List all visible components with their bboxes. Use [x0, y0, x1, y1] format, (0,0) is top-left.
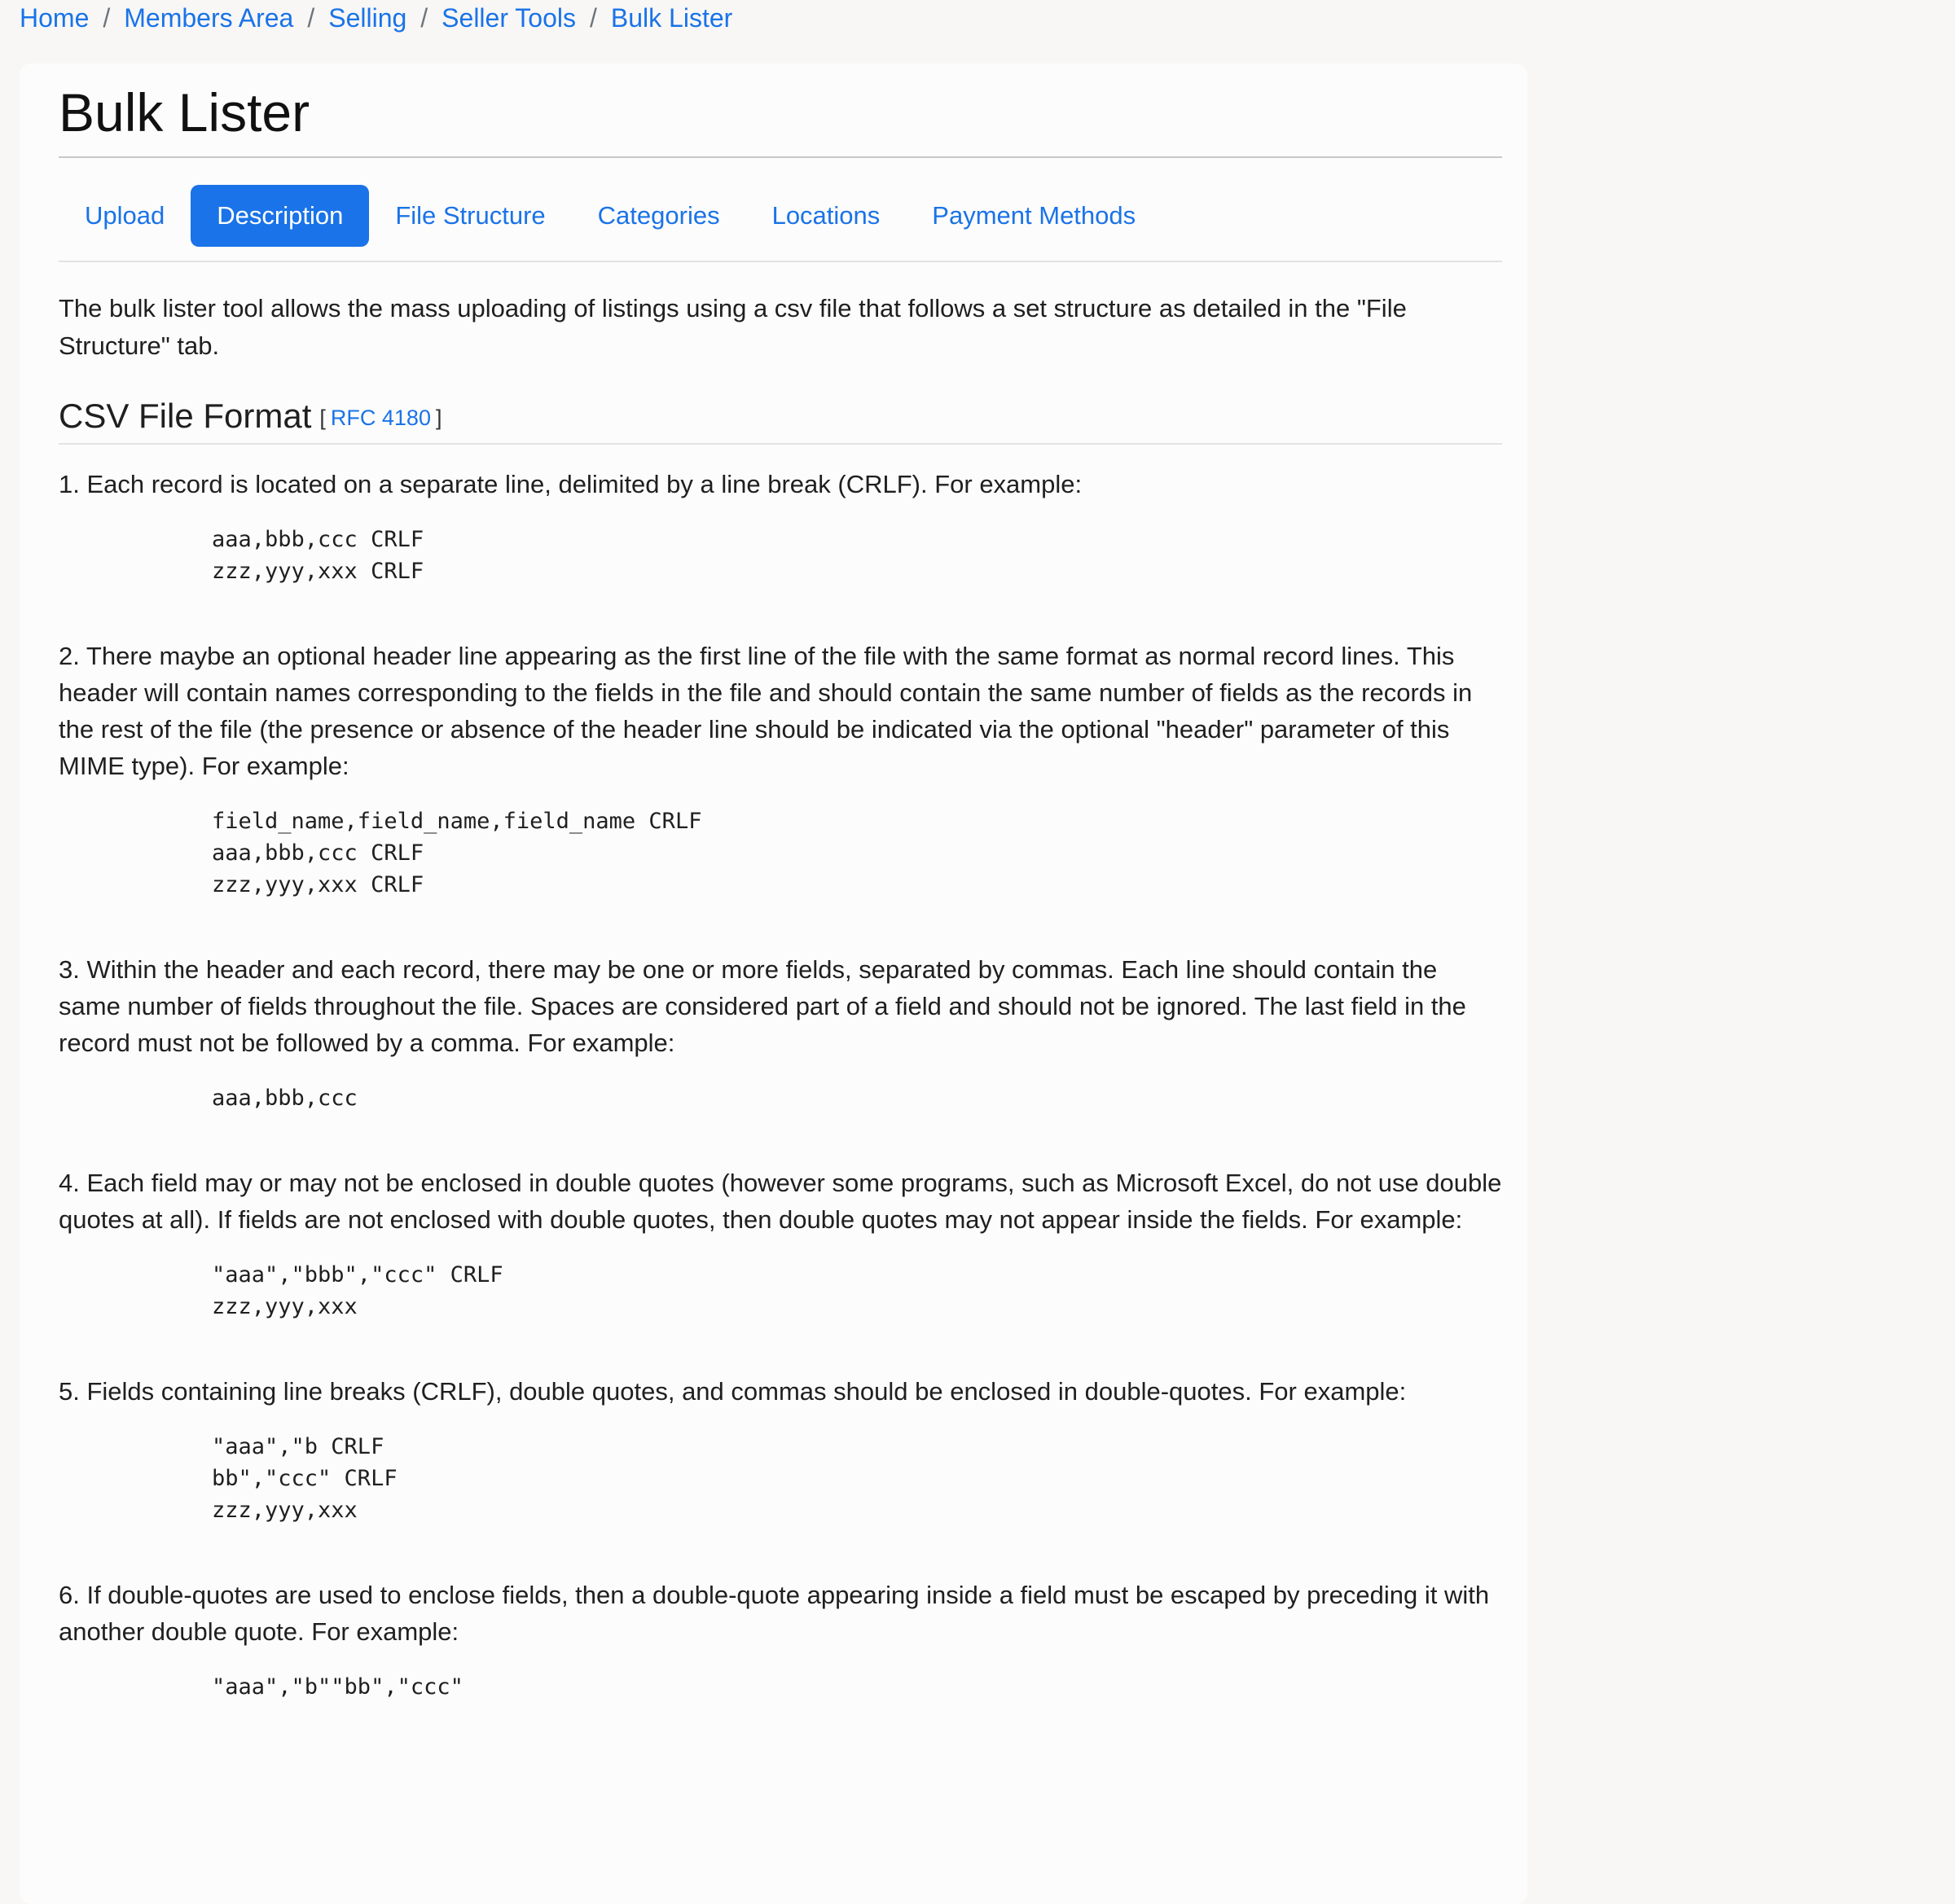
- page-title: Bulk Lister: [59, 64, 1502, 158]
- rule-4-text: 4. Each field may or may not be enclosed in double quotes (however some programs, such as Microsoft Excel, do not use double quotes at all). If fields are not enclosed with double quotes, then double quotes may not appear inside the fields. For example:: [59, 1169, 1502, 1234]
- tab-file-structure[interactable]: File Structure: [395, 201, 546, 230]
- reference-open-bracket: [: [319, 405, 326, 430]
- example-line: bb","ccc" CRLF: [212, 1466, 398, 1491]
- example-line: "aaa","b""bb","ccc": [212, 1674, 463, 1700]
- tab-categories[interactable]: Categories: [597, 201, 720, 230]
- rule-5-text: 5. Fields containing line breaks (CRLF), double quotes, and commas should be enclosed in double-quotes. For example:: [59, 1377, 1407, 1406]
- section-title: CSV File Format: [59, 397, 312, 435]
- example-line: aaa,bbb,ccc CRLF: [212, 527, 424, 552]
- tab-bar: [59, 184, 1502, 262]
- breadcrumb-seller-tools-link[interactable]: Seller Tools: [442, 3, 576, 33]
- rule-2-example: [212, 805, 1502, 901]
- example-line: aaa,bbb,ccc CRLF: [212, 840, 424, 866]
- breadcrumb-separator: /: [590, 3, 597, 33]
- section-heading: [59, 389, 1502, 445]
- tab-locations[interactable]: Locations: [771, 201, 881, 230]
- rule-3-example: [212, 1082, 1502, 1114]
- breadcrumb-separator: /: [103, 3, 111, 33]
- breadcrumb-separator: /: [420, 3, 428, 33]
- rfc-4180-link[interactable]: RFC 4180: [330, 405, 431, 430]
- rule-2-text: 2. There maybe an optional header line appearing as the first line of the file with the same format as normal record lines. This header will contain names corresponding to the fields in the file and should contain the same number of fields as the records in the rest of the file (the presence or absence of the header line should be indicated via the optional "header" parameter of this MIME type). For example:: [59, 642, 1473, 780]
- example-line: zzz,yyy,xxx: [212, 1498, 358, 1523]
- section-reference: [319, 406, 442, 431]
- breadcrumb: [20, 0, 732, 36]
- tab-payment-methods[interactable]: Payment Methods: [932, 201, 1136, 230]
- content-card: [20, 64, 1527, 1904]
- breadcrumb-separator: /: [307, 3, 315, 33]
- reference-close-bracket: ]: [435, 405, 442, 430]
- breadcrumb-members-area-link[interactable]: Members Area: [124, 3, 294, 33]
- example-line: "aaa","bbb","ccc" CRLF: [212, 1262, 503, 1288]
- tab-description[interactable]: Description: [191, 185, 369, 247]
- rule-1-example: [212, 524, 1502, 587]
- rule-6-example: [212, 1671, 1502, 1703]
- tab-upload[interactable]: Upload: [85, 201, 165, 230]
- rule-5-example: [212, 1431, 1502, 1526]
- example-line: zzz,yyy,xxx: [212, 1294, 358, 1319]
- example-line: zzz,yyy,xxx CRLF: [212, 559, 424, 584]
- example-line: zzz,yyy,xxx CRLF: [212, 872, 424, 897]
- rule-6-text: 6. If double-quotes are used to enclose fields, then a double-quote appearing inside a field must be escaped by preceding it with another double quote. For example:: [59, 1581, 1490, 1646]
- example-line: "aaa","b CRLF: [212, 1434, 384, 1459]
- rule-1-text: 1. Each record is located on a separate line, delimited by a line break (CRLF). For example:: [59, 470, 1083, 498]
- breadcrumb-selling-link[interactable]: Selling: [328, 3, 407, 33]
- example-line: aaa,bbb,ccc: [212, 1086, 358, 1111]
- intro-text: The bulk lister tool allows the mass uploading of listings using a csv file that follows a set structure as detailed in the "File Structure" tab.: [59, 294, 1407, 360]
- example-line: field_name,field_name,field_name CRLF: [212, 809, 702, 834]
- breadcrumb-bulk-lister-link[interactable]: Bulk Lister: [610, 3, 733, 33]
- rule-3-text: 3. Within the header and each record, there may be one or more fields, separated by commas. Each line should contain the same number of fields throughout the file. Spaces are considered part of a field and should not be ignored. The last field in the record must not be followed by a comma. For example:: [59, 955, 1466, 1057]
- breadcrumb-home-link[interactable]: Home: [20, 3, 90, 33]
- rule-4-example: [212, 1259, 1502, 1323]
